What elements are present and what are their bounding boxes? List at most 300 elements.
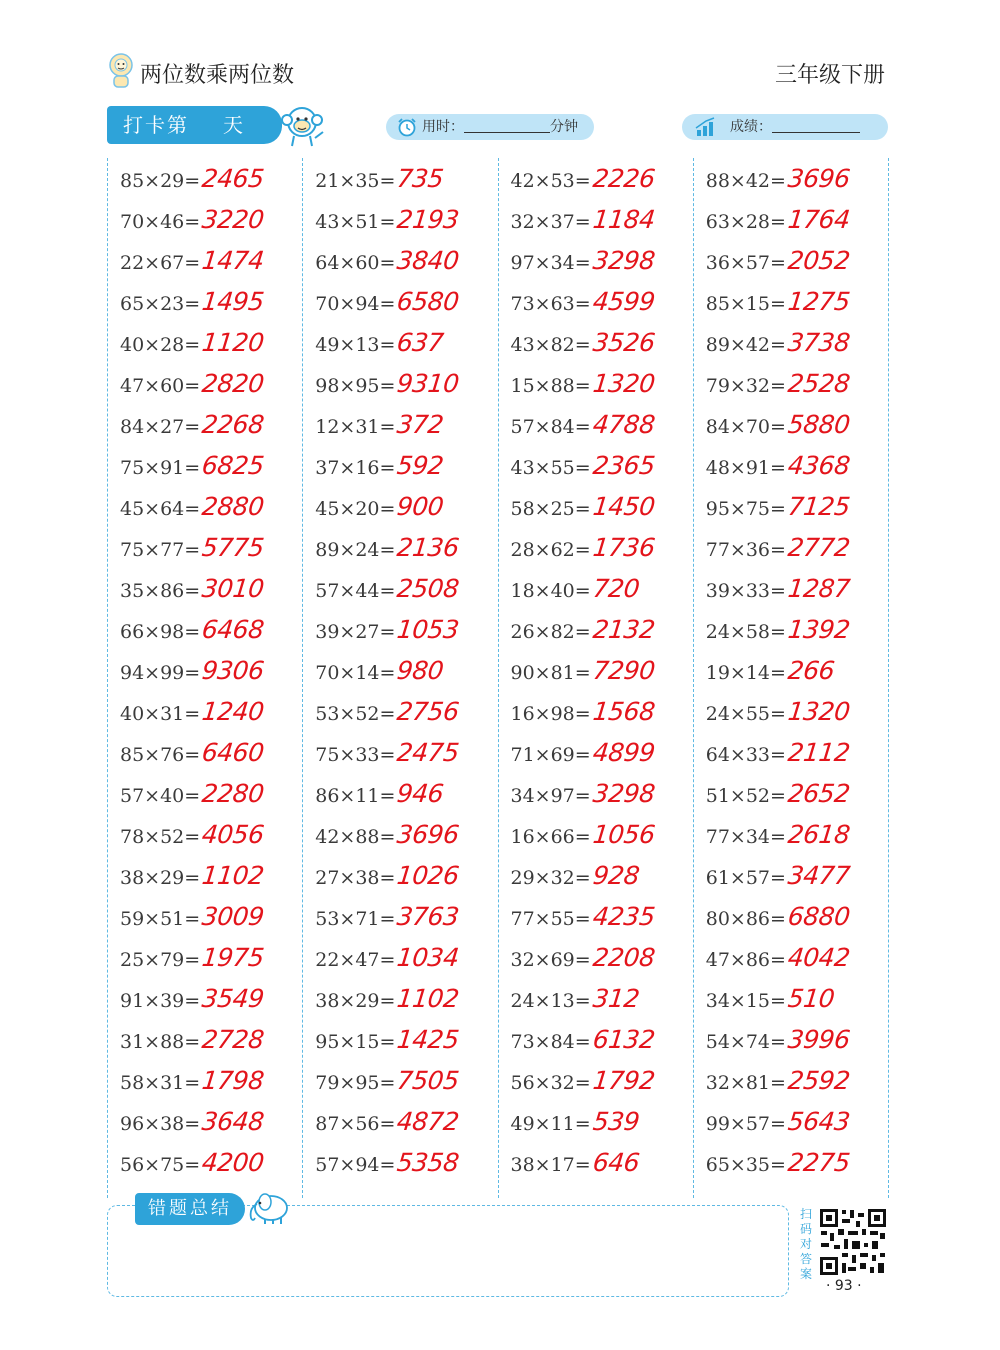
handwritten-answer[interactable]: 2880 bbox=[200, 492, 266, 521]
handwritten-answer[interactable]: 2508 bbox=[395, 574, 461, 603]
handwritten-answer[interactable]: 2052 bbox=[786, 246, 852, 275]
problem-row bbox=[120, 486, 264, 527]
handwritten-answer[interactable]: 3696 bbox=[395, 820, 461, 849]
problem-row bbox=[706, 855, 850, 896]
problem-row bbox=[706, 486, 850, 527]
problem-question: 36×57= bbox=[705, 252, 786, 274]
score-field[interactable] bbox=[682, 114, 888, 140]
handwritten-answer[interactable]: 1320 bbox=[591, 369, 656, 398]
problem-question: 75×91= bbox=[120, 457, 201, 479]
problem-question: 65×35= bbox=[705, 1154, 786, 1176]
problem-row bbox=[315, 322, 446, 363]
problem-question: 28×62= bbox=[510, 539, 591, 561]
problem-row bbox=[120, 1142, 264, 1183]
problem-row bbox=[120, 937, 264, 978]
problem-question: 98×95= bbox=[315, 375, 396, 397]
problem-question: 63×28= bbox=[705, 211, 786, 233]
problem-row bbox=[511, 486, 655, 527]
problem-row bbox=[120, 240, 264, 281]
problem-row bbox=[120, 445, 264, 486]
problem-row bbox=[120, 650, 264, 691]
problem-question: 88×42= bbox=[705, 170, 786, 192]
handwritten-answer[interactable]: 1792 bbox=[591, 1066, 656, 1095]
problem-row bbox=[315, 199, 459, 240]
problem-question: 35×86= bbox=[120, 580, 201, 602]
problem-question: 89×24= bbox=[315, 539, 396, 561]
problem-column-4 bbox=[694, 158, 888, 1198]
problem-row bbox=[706, 773, 850, 814]
problem-question: 66×98= bbox=[120, 621, 201, 643]
handwritten-answer[interactable]: 3477 bbox=[786, 861, 852, 890]
problem-row bbox=[511, 1101, 639, 1142]
handwritten-answer[interactable]: 1425 bbox=[395, 1025, 461, 1054]
problem-row bbox=[315, 527, 459, 568]
problem-question: 75×33= bbox=[315, 744, 396, 766]
handwritten-answer[interactable]: 1287 bbox=[786, 574, 852, 603]
problem-row bbox=[120, 732, 264, 773]
handwritten-answer[interactable]: 2132 bbox=[591, 615, 656, 644]
time-unit: 分钟 bbox=[550, 119, 578, 135]
handwritten-answer[interactable]: 1568 bbox=[591, 697, 656, 726]
problem-question: 37×16= bbox=[315, 457, 396, 479]
handwritten-answer[interactable]: 3648 bbox=[200, 1107, 266, 1136]
problem-question: 47×86= bbox=[705, 949, 786, 971]
problem-row bbox=[120, 1060, 264, 1101]
handwritten-answer[interactable]: 3010 bbox=[200, 574, 266, 603]
handwritten-answer[interactable]: 946 bbox=[395, 779, 446, 808]
handwritten-answer[interactable]: 4899 bbox=[591, 738, 656, 767]
handwritten-answer[interactable]: 3840 bbox=[395, 246, 461, 275]
handwritten-answer[interactable]: 1495 bbox=[200, 287, 266, 316]
handwritten-answer[interactable]: 5643 bbox=[786, 1107, 852, 1136]
problem-row bbox=[511, 855, 639, 896]
problem-row bbox=[706, 650, 834, 691]
problem-row bbox=[120, 609, 264, 650]
handwritten-answer[interactable]: 592 bbox=[395, 451, 446, 480]
problem-question: 32×37= bbox=[510, 211, 591, 233]
problem-row bbox=[706, 281, 850, 322]
problem-question: 42×53= bbox=[510, 170, 591, 192]
problem-question: 53×71= bbox=[315, 908, 396, 930]
problem-question: 45×20= bbox=[315, 498, 396, 520]
problem-question: 85×76= bbox=[120, 744, 201, 766]
problem-row bbox=[511, 1142, 639, 1183]
problem-row bbox=[706, 404, 850, 445]
problem-question: 87×56= bbox=[315, 1113, 396, 1135]
problem-question: 53×52= bbox=[315, 703, 396, 725]
problem-question: 29×32= bbox=[510, 867, 591, 889]
problem-question: 34×97= bbox=[510, 785, 591, 807]
problem-question: 34×15= bbox=[705, 990, 786, 1012]
problem-row bbox=[706, 609, 850, 650]
elephant-icon bbox=[243, 1186, 295, 1226]
handwritten-answer[interactable]: 9306 bbox=[200, 656, 266, 685]
handwritten-answer[interactable]: 3763 bbox=[395, 902, 461, 931]
handwritten-answer[interactable]: 4200 bbox=[200, 1148, 266, 1177]
problem-question: 38×29= bbox=[315, 990, 396, 1012]
handwritten-answer[interactable]: 6468 bbox=[200, 615, 266, 644]
problem-question: 47×60= bbox=[120, 375, 201, 397]
problem-row bbox=[706, 1019, 850, 1060]
problem-question: 32×69= bbox=[510, 949, 591, 971]
handwritten-answer[interactable]: 5880 bbox=[786, 410, 852, 439]
handwritten-answer[interactable]: 1474 bbox=[200, 246, 266, 275]
problem-row bbox=[315, 445, 446, 486]
handwritten-answer[interactable]: 4872 bbox=[395, 1107, 461, 1136]
problem-row bbox=[120, 1019, 264, 1060]
problem-row bbox=[315, 281, 459, 322]
problem-question: 15×88= bbox=[510, 375, 591, 397]
handwritten-answer[interactable]: 7125 bbox=[786, 492, 852, 521]
problem-row bbox=[511, 732, 655, 773]
handwritten-answer[interactable]: 2528 bbox=[786, 369, 852, 398]
problem-question: 39×27= bbox=[315, 621, 396, 643]
problem-question: 25×79= bbox=[120, 949, 201, 971]
problem-row bbox=[706, 240, 850, 281]
problem-question: 84×70= bbox=[705, 416, 786, 438]
score-blank[interactable] bbox=[772, 116, 860, 133]
problem-question: 57×40= bbox=[120, 785, 201, 807]
page-title: 两位数乘两位数 bbox=[140, 63, 295, 88]
problem-question: 85×29= bbox=[120, 170, 201, 192]
problem-question: 16×66= bbox=[510, 826, 591, 848]
handwritten-answer[interactable]: 2592 bbox=[786, 1066, 852, 1095]
handwritten-answer[interactable]: 372 bbox=[395, 410, 446, 439]
problem-row bbox=[511, 650, 655, 691]
handwritten-answer[interactable]: 9310 bbox=[395, 369, 461, 398]
handwritten-answer[interactable]: 2365 bbox=[591, 451, 656, 480]
handwritten-answer[interactable]: 6460 bbox=[200, 738, 266, 767]
problem-column-1 bbox=[108, 158, 303, 1198]
handwritten-answer[interactable]: 6132 bbox=[591, 1025, 656, 1054]
problem-question: 70×46= bbox=[120, 211, 201, 233]
handwritten-answer[interactable]: 4599 bbox=[591, 287, 656, 316]
handwritten-answer[interactable]: 2728 bbox=[200, 1025, 266, 1054]
qr-code-icon[interactable] bbox=[818, 1207, 888, 1277]
problem-question: 22×67= bbox=[120, 252, 201, 274]
problem-question: 85×15= bbox=[705, 293, 786, 315]
problem-question: 26×82= bbox=[510, 621, 591, 643]
problem-row bbox=[120, 896, 264, 937]
handwritten-answer[interactable]: 539 bbox=[591, 1107, 641, 1136]
grade-label: 三年级下册 bbox=[774, 63, 885, 88]
problem-question: 70×14= bbox=[315, 662, 396, 684]
problem-row bbox=[706, 527, 850, 568]
problem-row bbox=[511, 1019, 655, 1060]
problem-question: 96×38= bbox=[120, 1113, 201, 1135]
handwritten-answer[interactable]: 3996 bbox=[786, 1025, 852, 1054]
problem-row bbox=[511, 896, 655, 937]
problem-question: 12×31= bbox=[315, 416, 396, 438]
problem-question: 61×57= bbox=[705, 867, 786, 889]
handwritten-answer[interactable]: 2772 bbox=[786, 533, 852, 562]
handwritten-answer[interactable]: 7505 bbox=[395, 1066, 461, 1095]
handwritten-answer[interactable]: 2112 bbox=[786, 738, 852, 767]
problem-question: 70×94= bbox=[315, 293, 396, 315]
problem-row bbox=[120, 691, 264, 732]
problem-question: 45×64= bbox=[120, 498, 201, 520]
handwritten-answer[interactable]: 2226 bbox=[591, 164, 656, 193]
handwritten-answer[interactable]: 3220 bbox=[200, 205, 266, 234]
problem-column-3 bbox=[499, 158, 694, 1198]
problem-row bbox=[315, 240, 459, 281]
handwritten-answer[interactable]: 2652 bbox=[786, 779, 852, 808]
problem-column-2 bbox=[303, 158, 498, 1198]
problem-row bbox=[315, 937, 459, 978]
problem-question: 24×58= bbox=[705, 621, 786, 643]
time-field[interactable] bbox=[386, 114, 594, 140]
handwritten-answer[interactable]: 4056 bbox=[200, 820, 266, 849]
problem-row bbox=[120, 855, 264, 896]
problem-row bbox=[511, 568, 639, 609]
problem-question: 24×55= bbox=[705, 703, 786, 725]
handwritten-answer[interactable]: 1798 bbox=[200, 1066, 266, 1095]
problem-question: 79×95= bbox=[315, 1072, 396, 1094]
problem-row bbox=[511, 978, 639, 1019]
problem-row bbox=[315, 1019, 459, 1060]
problem-question: 99×57= bbox=[705, 1113, 786, 1135]
problem-row bbox=[511, 814, 655, 855]
problem-question: 51×52= bbox=[705, 785, 786, 807]
problem-row bbox=[315, 1060, 459, 1101]
handwritten-answer[interactable]: 1053 bbox=[395, 615, 461, 644]
handwritten-answer[interactable]: 2136 bbox=[395, 533, 461, 562]
problem-row bbox=[120, 199, 264, 240]
handwritten-answer[interactable]: 7290 bbox=[591, 656, 656, 685]
problem-row bbox=[120, 404, 264, 445]
handwritten-answer[interactable]: 2193 bbox=[395, 205, 461, 234]
problem-question: 64×33= bbox=[705, 744, 786, 766]
handwritten-answer[interactable]: 2465 bbox=[200, 164, 266, 193]
handwritten-answer[interactable]: 6825 bbox=[200, 451, 266, 480]
handwritten-answer[interactable]: 1450 bbox=[591, 492, 656, 521]
problem-row bbox=[315, 896, 459, 937]
problem-question: 16×98= bbox=[510, 703, 591, 725]
problem-row bbox=[120, 1101, 264, 1142]
problem-question: 71×69= bbox=[510, 744, 591, 766]
problem-question: 59×51= bbox=[120, 908, 201, 930]
problem-row bbox=[315, 609, 459, 650]
handwritten-answer[interactable]: 266 bbox=[786, 656, 836, 685]
handwritten-answer[interactable]: 2475 bbox=[395, 738, 461, 767]
problem-row bbox=[315, 486, 446, 527]
handwritten-answer[interactable]: 1026 bbox=[395, 861, 461, 890]
handwritten-answer[interactable]: 1102 bbox=[395, 984, 461, 1013]
problem-question: 40×28= bbox=[120, 334, 201, 356]
problem-question: 43×55= bbox=[510, 457, 591, 479]
handwritten-answer[interactable]: 1764 bbox=[786, 205, 852, 234]
problem-question: 94×99= bbox=[120, 662, 201, 684]
problem-row bbox=[315, 568, 459, 609]
handwritten-answer[interactable]: 2280 bbox=[200, 779, 266, 808]
problem-question: 80×86= bbox=[705, 908, 786, 930]
problem-question: 24×13= bbox=[510, 990, 591, 1012]
problem-question: 56×32= bbox=[510, 1072, 591, 1094]
problem-question: 42×88= bbox=[315, 826, 396, 848]
problem-question: 49×11= bbox=[510, 1113, 591, 1135]
handwritten-answer[interactable]: 1102 bbox=[200, 861, 266, 890]
problem-question: 79×32= bbox=[705, 375, 786, 397]
problem-question: 43×82= bbox=[510, 334, 591, 356]
handwritten-answer[interactable]: 3738 bbox=[786, 328, 852, 357]
handwritten-answer[interactable]: 4235 bbox=[591, 902, 656, 931]
problem-row bbox=[511, 158, 655, 199]
handwritten-answer[interactable]: 3009 bbox=[200, 902, 266, 931]
problem-row bbox=[315, 650, 446, 691]
problem-row bbox=[706, 199, 850, 240]
problem-row bbox=[511, 322, 655, 363]
problem-row bbox=[120, 281, 264, 322]
handwritten-answer[interactable]: 2208 bbox=[591, 943, 656, 972]
handwritten-answer[interactable]: 2275 bbox=[786, 1148, 852, 1177]
handwritten-answer[interactable]: 1184 bbox=[591, 205, 656, 234]
handwritten-answer[interactable]: 3549 bbox=[200, 984, 266, 1013]
problem-question: 43×51= bbox=[315, 211, 396, 233]
problem-question: 75×77= bbox=[120, 539, 201, 561]
handwritten-answer[interactable]: 4042 bbox=[786, 943, 852, 972]
handwritten-answer[interactable]: 4368 bbox=[786, 451, 852, 480]
handwritten-answer[interactable]: 637 bbox=[395, 328, 446, 357]
handwritten-answer[interactable]: 928 bbox=[591, 861, 641, 890]
problem-row bbox=[315, 814, 459, 855]
mistake-summary-title: 错题总结 bbox=[135, 1193, 245, 1225]
problem-row bbox=[706, 1060, 850, 1101]
handwritten-answer[interactable]: 3696 bbox=[786, 164, 852, 193]
problem-question: 18×40= bbox=[510, 580, 591, 602]
handwritten-answer[interactable]: 2820 bbox=[200, 369, 266, 398]
problem-row bbox=[511, 527, 655, 568]
monkey-icon bbox=[277, 100, 327, 150]
problem-row bbox=[511, 773, 655, 814]
problem-row bbox=[120, 978, 264, 1019]
problem-question: 19×14= bbox=[705, 662, 786, 684]
problem-question: 97×34= bbox=[510, 252, 591, 274]
problem-row bbox=[511, 445, 655, 486]
problem-question: 78×52= bbox=[120, 826, 201, 848]
handwritten-answer[interactable]: 1120 bbox=[200, 328, 266, 357]
time-blank[interactable] bbox=[464, 116, 550, 133]
problem-row bbox=[120, 322, 264, 363]
handwritten-answer[interactable]: 980 bbox=[395, 656, 446, 685]
problem-question: 77×55= bbox=[510, 908, 591, 930]
problem-question: 73×84= bbox=[510, 1031, 591, 1053]
handwritten-answer[interactable]: 312 bbox=[591, 984, 641, 1013]
problem-row bbox=[511, 609, 655, 650]
problem-question: 38×17= bbox=[510, 1154, 591, 1176]
problem-question: 27×38= bbox=[315, 867, 396, 889]
problem-row bbox=[511, 363, 655, 404]
problem-question: 58×31= bbox=[120, 1072, 201, 1094]
handwritten-answer[interactable]: 6880 bbox=[786, 902, 852, 931]
problem-row bbox=[120, 158, 264, 199]
problem-question: 22×47= bbox=[315, 949, 396, 971]
problem-question: 56×75= bbox=[120, 1154, 201, 1176]
problem-row bbox=[511, 199, 655, 240]
punch-prefix: 打卡第 bbox=[123, 113, 189, 137]
time-label: 用时： bbox=[422, 119, 464, 135]
handwritten-answer[interactable]: 4788 bbox=[591, 410, 656, 439]
problem-question: 48×91= bbox=[705, 457, 786, 479]
problem-question: 95×75= bbox=[705, 498, 786, 520]
problem-question: 21×35= bbox=[315, 170, 396, 192]
problem-question: 31×88= bbox=[120, 1031, 201, 1053]
handwritten-answer[interactable]: 3526 bbox=[591, 328, 656, 357]
problem-row bbox=[706, 691, 850, 732]
handwritten-answer[interactable]: 3298 bbox=[591, 779, 656, 808]
problem-question: 77×34= bbox=[705, 826, 786, 848]
handwritten-answer[interactable]: 2756 bbox=[395, 697, 461, 726]
problem-question: 91×39= bbox=[120, 990, 201, 1012]
handwritten-answer[interactable]: 720 bbox=[591, 574, 641, 603]
problem-row bbox=[706, 814, 850, 855]
handwritten-answer[interactable]: 1056 bbox=[591, 820, 656, 849]
problem-row bbox=[315, 978, 459, 1019]
handwritten-answer[interactable]: 900 bbox=[395, 492, 446, 521]
handwritten-answer[interactable]: 735 bbox=[395, 164, 446, 193]
handwritten-answer[interactable]: 2268 bbox=[200, 410, 266, 439]
handwritten-answer[interactable]: 510 bbox=[786, 984, 836, 1013]
problem-row bbox=[315, 691, 459, 732]
punch-suffix: 天 bbox=[223, 113, 245, 137]
handwritten-answer[interactable]: 3298 bbox=[591, 246, 656, 275]
problem-row bbox=[315, 158, 446, 199]
problem-question: 73×63= bbox=[510, 293, 591, 315]
problem-question: 39×33= bbox=[705, 580, 786, 602]
problem-question: 89×42= bbox=[705, 334, 786, 356]
growth-chart-icon bbox=[694, 116, 720, 138]
problem-row bbox=[511, 937, 655, 978]
handwritten-answer[interactable]: 6580 bbox=[395, 287, 461, 316]
punch-card-badge bbox=[107, 106, 282, 144]
problem-row bbox=[706, 568, 850, 609]
problem-row bbox=[511, 1060, 655, 1101]
handwritten-answer[interactable]: 1275 bbox=[786, 287, 852, 316]
problem-row bbox=[706, 1142, 850, 1183]
problem-row bbox=[315, 732, 459, 773]
handwritten-answer[interactable]: 1240 bbox=[200, 697, 266, 726]
problem-question: 57×44= bbox=[315, 580, 396, 602]
problem-question: 90×81= bbox=[510, 662, 591, 684]
problem-row bbox=[315, 404, 446, 445]
problem-question: 77×36= bbox=[705, 539, 786, 561]
problem-row bbox=[315, 773, 446, 814]
handwritten-answer[interactable]: 1736 bbox=[591, 533, 656, 562]
handwritten-answer[interactable]: 5358 bbox=[395, 1148, 461, 1177]
handwritten-answer[interactable]: 1975 bbox=[200, 943, 266, 972]
handwritten-answer[interactable]: 1320 bbox=[786, 697, 852, 726]
problem-row bbox=[706, 322, 850, 363]
score-label: 成绩： bbox=[730, 119, 772, 135]
problem-row bbox=[706, 1101, 850, 1142]
problem-row bbox=[120, 527, 264, 568]
handwritten-answer[interactable]: 2618 bbox=[786, 820, 852, 849]
problem-row bbox=[511, 691, 655, 732]
problem-question: 95×15= bbox=[315, 1031, 396, 1053]
problem-row bbox=[120, 363, 264, 404]
problem-question: 58×25= bbox=[510, 498, 591, 520]
handwritten-answer[interactable]: 5775 bbox=[200, 533, 266, 562]
handwritten-answer[interactable]: 646 bbox=[591, 1148, 641, 1177]
handwritten-answer[interactable]: 1034 bbox=[395, 943, 461, 972]
problem-question: 57×94= bbox=[315, 1154, 396, 1176]
problem-row bbox=[315, 1142, 459, 1183]
problem-row bbox=[511, 281, 655, 322]
handwritten-answer[interactable]: 1392 bbox=[786, 615, 852, 644]
problem-question: 49×13= bbox=[315, 334, 396, 356]
problem-question: 84×27= bbox=[120, 416, 201, 438]
problem-question: 57×84= bbox=[510, 416, 591, 438]
page-number: · 93 · bbox=[826, 1278, 862, 1294]
